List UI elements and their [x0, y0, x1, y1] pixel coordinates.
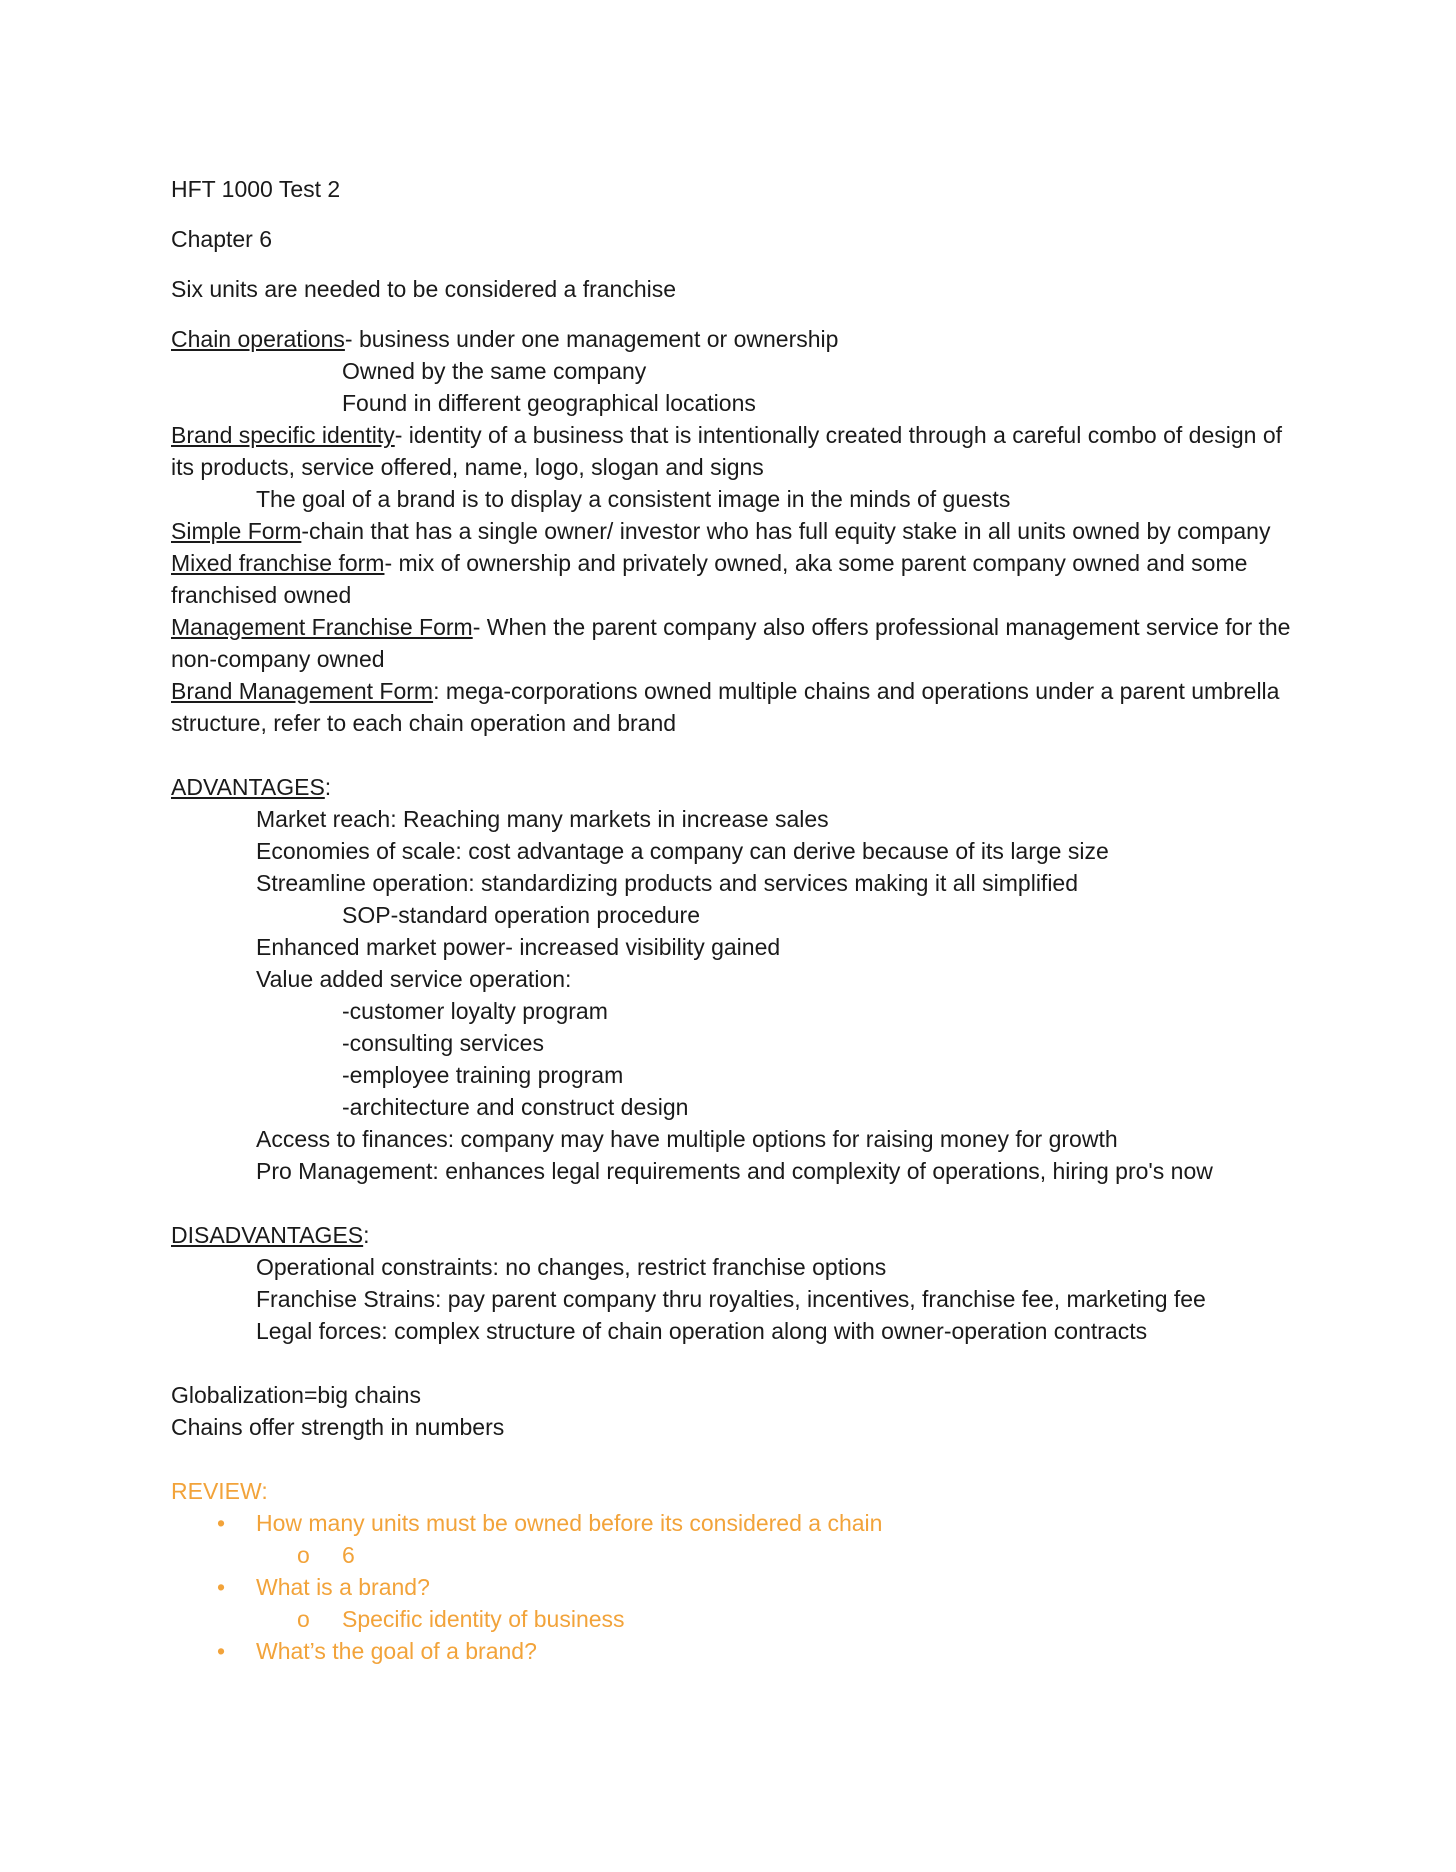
brand-management-text: : mega-corporations owned multiple chains and operations under a parent umbrella structure, refer to each chain operation and brand: [171, 678, 1280, 736]
advantages-colon: :: [324, 774, 332, 800]
advantage-item: Streamline operation: standardizing products and services making it all simplified: [256, 870, 1079, 896]
mixed-franchise-text: - mix of ownership and privately owned, aka some parent company owned and some franchised owned: [171, 550, 1248, 608]
bullet-icon: •: [216, 1510, 226, 1536]
advantage-item: Enhanced market power- increased visibility gained: [256, 934, 781, 960]
review-question: [171, 1635, 1301, 1667]
value-added-item: -consulting services: [342, 1030, 544, 1056]
review-heading: REVIEW:: [171, 1478, 268, 1504]
chain-sub-item: Found in different geographical locations: [342, 390, 756, 416]
review-answer: [171, 1603, 1301, 1635]
sub-bullet-icon: o: [297, 1542, 310, 1568]
brand-management-definition: [171, 675, 1301, 739]
sub-bullet-icon: o: [297, 1606, 310, 1632]
review-answer: [171, 1539, 1301, 1571]
chain-sub-item: Owned by the same company: [342, 358, 647, 384]
management-franchise-text: - When the parent company also offers professional management service for the non-company owned: [171, 614, 1291, 672]
management-franchise-term: Management Franchise Form: [171, 614, 473, 640]
document-title: HFT 1000 Test 2: [171, 176, 341, 202]
mixed-franchise-definition: [171, 547, 1301, 611]
simple-form-term: Simple Form: [171, 518, 302, 544]
closing-line: Globalization=big chains: [171, 1382, 421, 1408]
chain-operations-text: - business under one management or ownership: [344, 326, 839, 352]
advantage-item: Market reach: Reaching many markets in increase sales: [256, 806, 829, 832]
bullet-icon: •: [216, 1638, 226, 1664]
value-added-item: -customer loyalty program: [342, 998, 608, 1024]
value-added-item: -architecture and construct design: [342, 1094, 689, 1120]
simple-form-text: -chain that has a single owner/ investor who has full equity stake in all units owned by company: [301, 518, 1271, 544]
review-question-text: How many units must be owned before its considered a chain: [256, 1510, 883, 1536]
advantage-item: Access to finances: company may have multiple options for raising money for growth: [256, 1126, 1118, 1152]
brand-identity-definition: [171, 419, 1301, 483]
review-question: [171, 1571, 1301, 1603]
advantage-sub-item: SOP-standard operation procedure: [342, 902, 700, 928]
chapter-heading: Chapter 6: [171, 226, 273, 252]
advantages-heading-text: ADVANTAGES: [171, 774, 325, 800]
intro-text: Six units are needed to be considered a franchise: [171, 276, 677, 302]
advantage-item: Pro Management: enhances legal requirements and complexity of operations, hiring pro's now: [256, 1158, 1213, 1184]
brand-goal-text: The goal of a brand is to display a consistent image in the minds of guests: [256, 486, 1011, 512]
review-question: [171, 1507, 1301, 1539]
review-answer-text: 6: [342, 1542, 355, 1568]
disadvantage-item: Operational constraints: no changes, restrict franchise options: [256, 1254, 887, 1280]
chain-operations-term: Chain operations: [171, 326, 345, 352]
disadvantages-heading: [171, 1219, 1301, 1251]
review-question-text: What is a brand?: [256, 1574, 430, 1600]
advantages-heading: [171, 771, 1301, 803]
advantage-item: Economies of scale: cost advantage a company can derive because of its large size: [256, 838, 1109, 864]
brand-identity-term: Brand specific identity: [171, 422, 395, 448]
brand-management-term: Brand Management Form: [171, 678, 434, 704]
disadvantage-item: Legal forces: complex structure of chain operation along with owner-operation contracts: [256, 1318, 1148, 1344]
advantage-item: Value added service operation:: [256, 966, 572, 992]
management-franchise-definition: [171, 611, 1301, 675]
review-answer-text: Specific identity of business: [342, 1606, 625, 1632]
disadvantage-item: Franchise Strains: pay parent company thru royalties, incentives, franchise fee, marketing fee: [256, 1286, 1206, 1312]
document-page: [171, 173, 1301, 1667]
chain-operations-definition: [171, 323, 1301, 355]
disadvantages-heading-text: DISADVANTAGES: [171, 1222, 364, 1248]
brand-identity-text: - identity of a business that is intentionally created through a careful combo of design of its products, service offered, name, logo, slogan and signs: [171, 422, 1283, 480]
disadvantages-colon: :: [363, 1222, 370, 1248]
value-added-item: -employee training program: [342, 1062, 624, 1088]
mixed-franchise-term: Mixed franchise form: [171, 550, 385, 576]
bullet-icon: •: [216, 1574, 226, 1600]
review-question-text: What’s the goal of a brand?: [256, 1638, 537, 1664]
closing-line: Chains offer strength in numbers: [171, 1414, 505, 1440]
simple-form-definition: [171, 515, 1301, 547]
